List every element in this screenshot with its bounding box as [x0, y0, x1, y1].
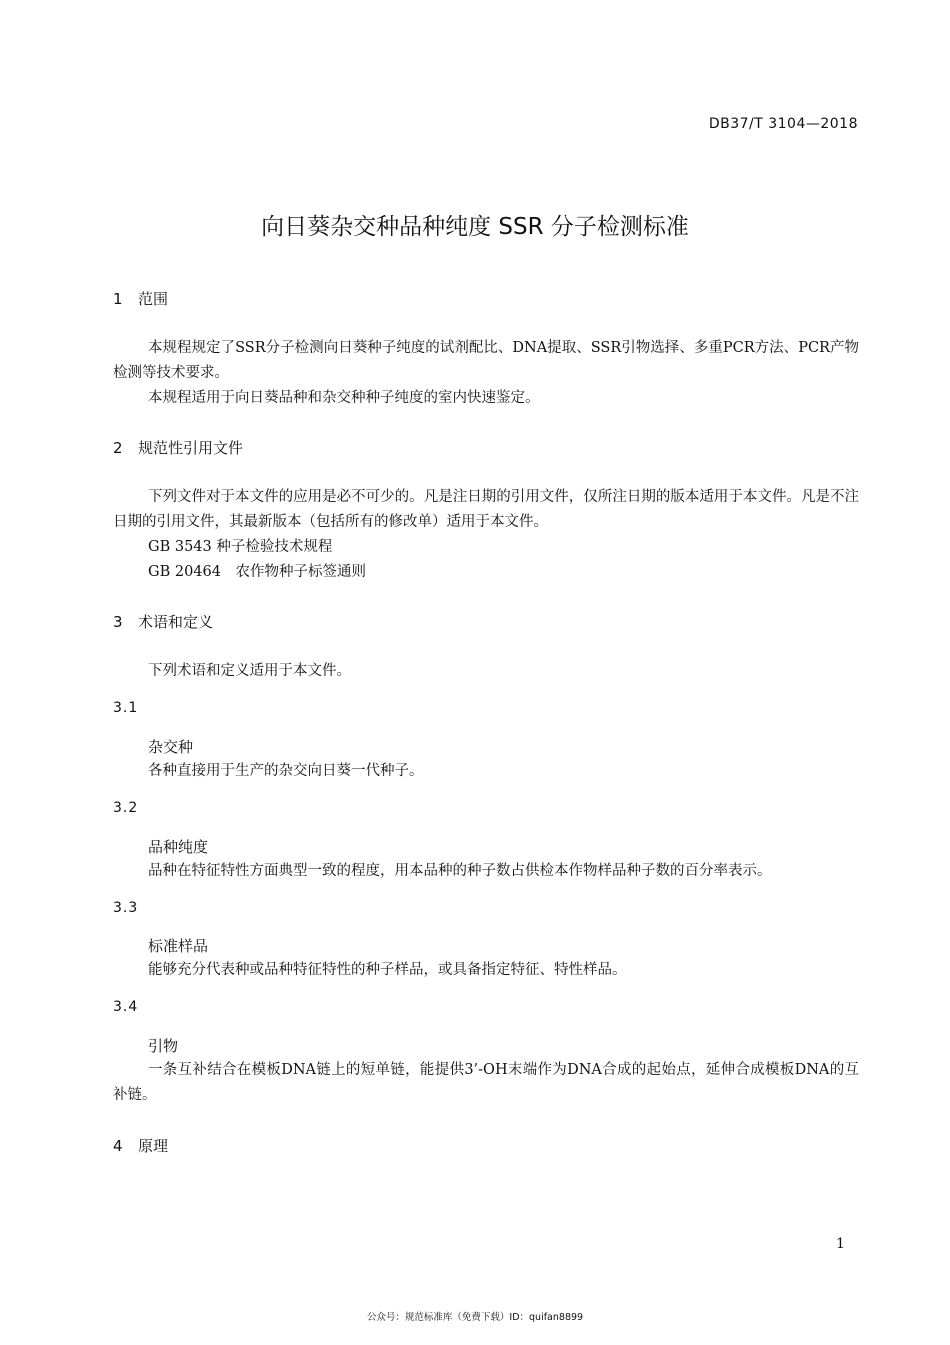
term-number: 3.4: [113, 999, 139, 1015]
term-number: 3.2: [113, 800, 139, 816]
section-number: 1: [113, 290, 123, 308]
section-title: 规范性引用文件: [138, 439, 244, 457]
scope-paragraph-2: 本规程适用于向日葵品种和杂交种种子纯度的室内快速鉴定。: [148, 390, 540, 406]
section-number: 3: [113, 613, 123, 631]
term-number: 3.1: [113, 700, 139, 716]
term-definition: 品种在特征特性方面典型一致的程度，用本品种的种子数占供检本作物样品种子数的百分率表示。: [148, 863, 772, 879]
term-definition: 各种直接用于生产的杂交向日葵一代种子。: [148, 763, 424, 779]
normative-paragraph: 下列文件对于本文件的应用是必不可少的。凡是注日期的引用文件，仅所注日期的版本适用于本文件。凡是不注日期的引用文件，其最新版本（包括所有的修改单）适用于本文件。: [113, 489, 859, 530]
section-number: 4: [113, 1137, 123, 1155]
term-definition: 能够充分代表种或品种特征特性的种子样品，或具备指定特征、特性样品。: [148, 962, 627, 978]
scope-paragraph-1: 本规程规定了SSR分子检测向日葵种子纯度的试剂配比、DNA提取、SSR引物选择、多重PCR方法、PCR产物检测等技术要求。: [113, 340, 859, 381]
term-definition: 一条互补结合在模板DNA链上的短单链，能提供3’-OH末端作为DNA合成的起始点，延伸合成模板DNA的互补链。: [113, 1062, 859, 1103]
document-title: 向日葵杂交种品种纯度 SSR 分子检测标准: [261, 214, 689, 240]
term-name: 品种纯度: [148, 838, 209, 856]
term-number: 3.3: [113, 900, 139, 916]
section-heading-2: [113, 437, 243, 458]
document-code: DB37/T 3104—2018: [708, 116, 858, 132]
section-heading-1: [113, 288, 168, 309]
section-heading-3: [113, 611, 213, 632]
term-name: 引物: [148, 1037, 179, 1055]
page-number: 1: [836, 1236, 845, 1252]
footer-watermark: 公众号：规范标准库（免费下载）ID：quifan8899: [366, 1312, 584, 1323]
section-heading-4: [113, 1135, 168, 1156]
section-title: 术语和定义: [138, 613, 214, 631]
section-title: 范围: [138, 290, 169, 308]
term-name: 杂交种: [148, 738, 194, 756]
term-name: 标准样品: [148, 937, 209, 955]
reference-item: GB 20464 农作物种子标签通则: [148, 564, 366, 580]
reference-item: GB 3543 种子检验技术规程: [148, 539, 333, 555]
section-title: 原理: [138, 1137, 169, 1155]
terms-intro: 下列术语和定义适用于本文件。: [148, 663, 351, 679]
section-number: 2: [113, 439, 123, 457]
